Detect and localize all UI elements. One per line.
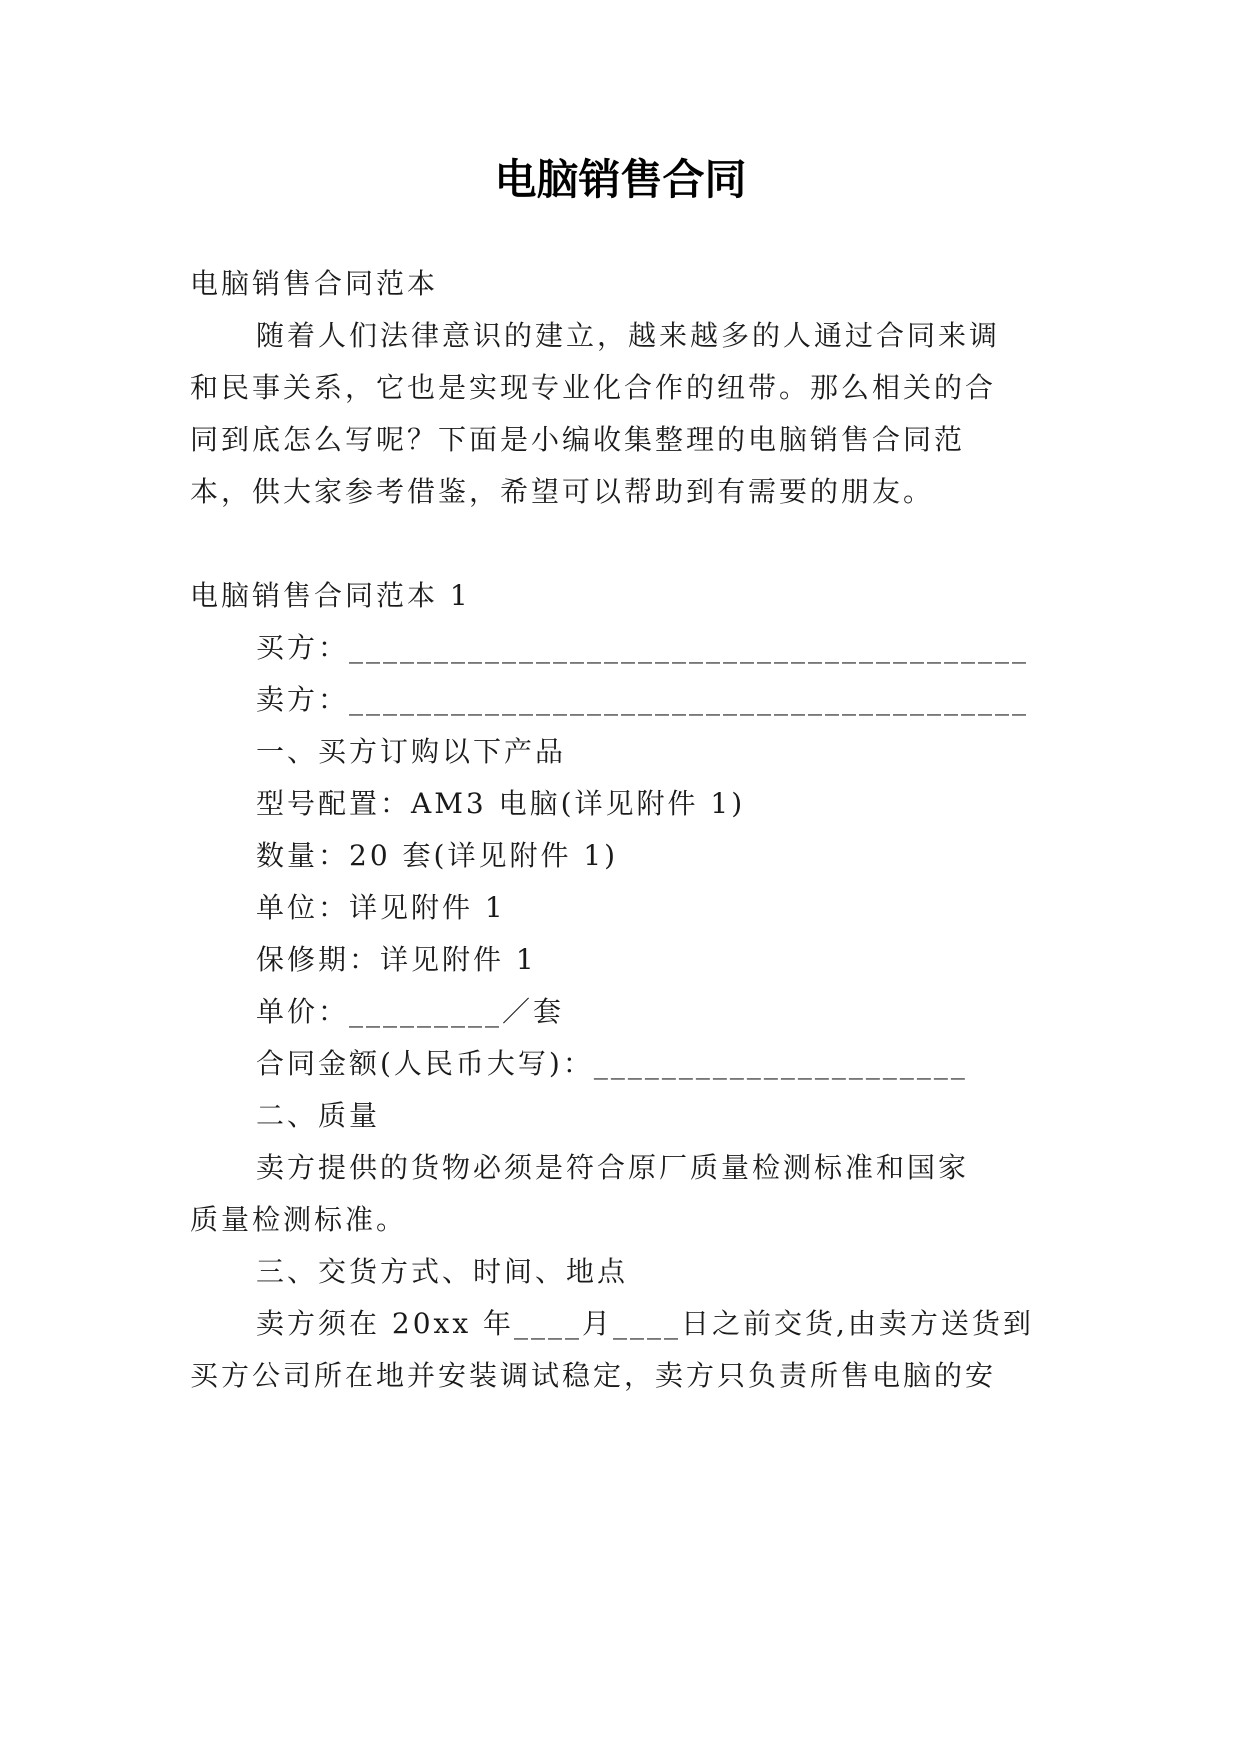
intro-line-3: 同到底怎么写呢？下面是小编收集整理的电脑销售合同范 [190, 423, 966, 456]
clause-3-title: 三、交货方式、时间、地点 [256, 1255, 629, 1288]
delivery-line-1: 卖方须在 20xx 年____月____日之前交货,由卖方送货到 [256, 1307, 1034, 1340]
buyer-line: 买方：________________________________________ [256, 631, 1030, 664]
unit-price-line: 单价：_________／套 [256, 995, 565, 1028]
clause-2-title: 二、质量 [256, 1099, 381, 1132]
document-title: 电脑销售合同 [494, 155, 747, 204]
quality-line-2: 质量检测标准。 [190, 1203, 408, 1236]
warranty-line: 保修期：详见附件 1 [256, 943, 537, 976]
delivery-line-2: 买方公司所在地并安装调试稳定，卖方只负责所售电脑的安 [190, 1359, 997, 1392]
unit-line: 单位：详见附件 1 [256, 891, 506, 924]
intro-line-1: 随着人们法律意识的建立，越来越多的人通过合同来调 [256, 319, 1001, 352]
intro-line-2: 和民事关系，它也是实现专业化合作的纽带。那么相关的合 [190, 371, 997, 404]
amount-line: 合同金额(人民币大写)：______________________ [256, 1047, 968, 1080]
model-line: 型号配置：AM3 电脑(详见附件 1) [256, 787, 746, 820]
intro-line-4: 本，供大家参考借鉴，希望可以帮助到有需要的朋友。 [190, 475, 935, 508]
clause-1-title: 一、买方订购以下产品 [256, 735, 567, 768]
subtitle: 电脑销售合同范本 [190, 267, 439, 300]
seller-line: 卖方：________________________________________ [256, 683, 1030, 716]
quantity-line: 数量：20 套(详见附件 1) [256, 839, 619, 872]
quality-line-1: 卖方提供的货物必须是符合原厂质量检测标准和国家 [256, 1151, 970, 1184]
section-title: 电脑销售合同范本 1 [190, 579, 471, 612]
